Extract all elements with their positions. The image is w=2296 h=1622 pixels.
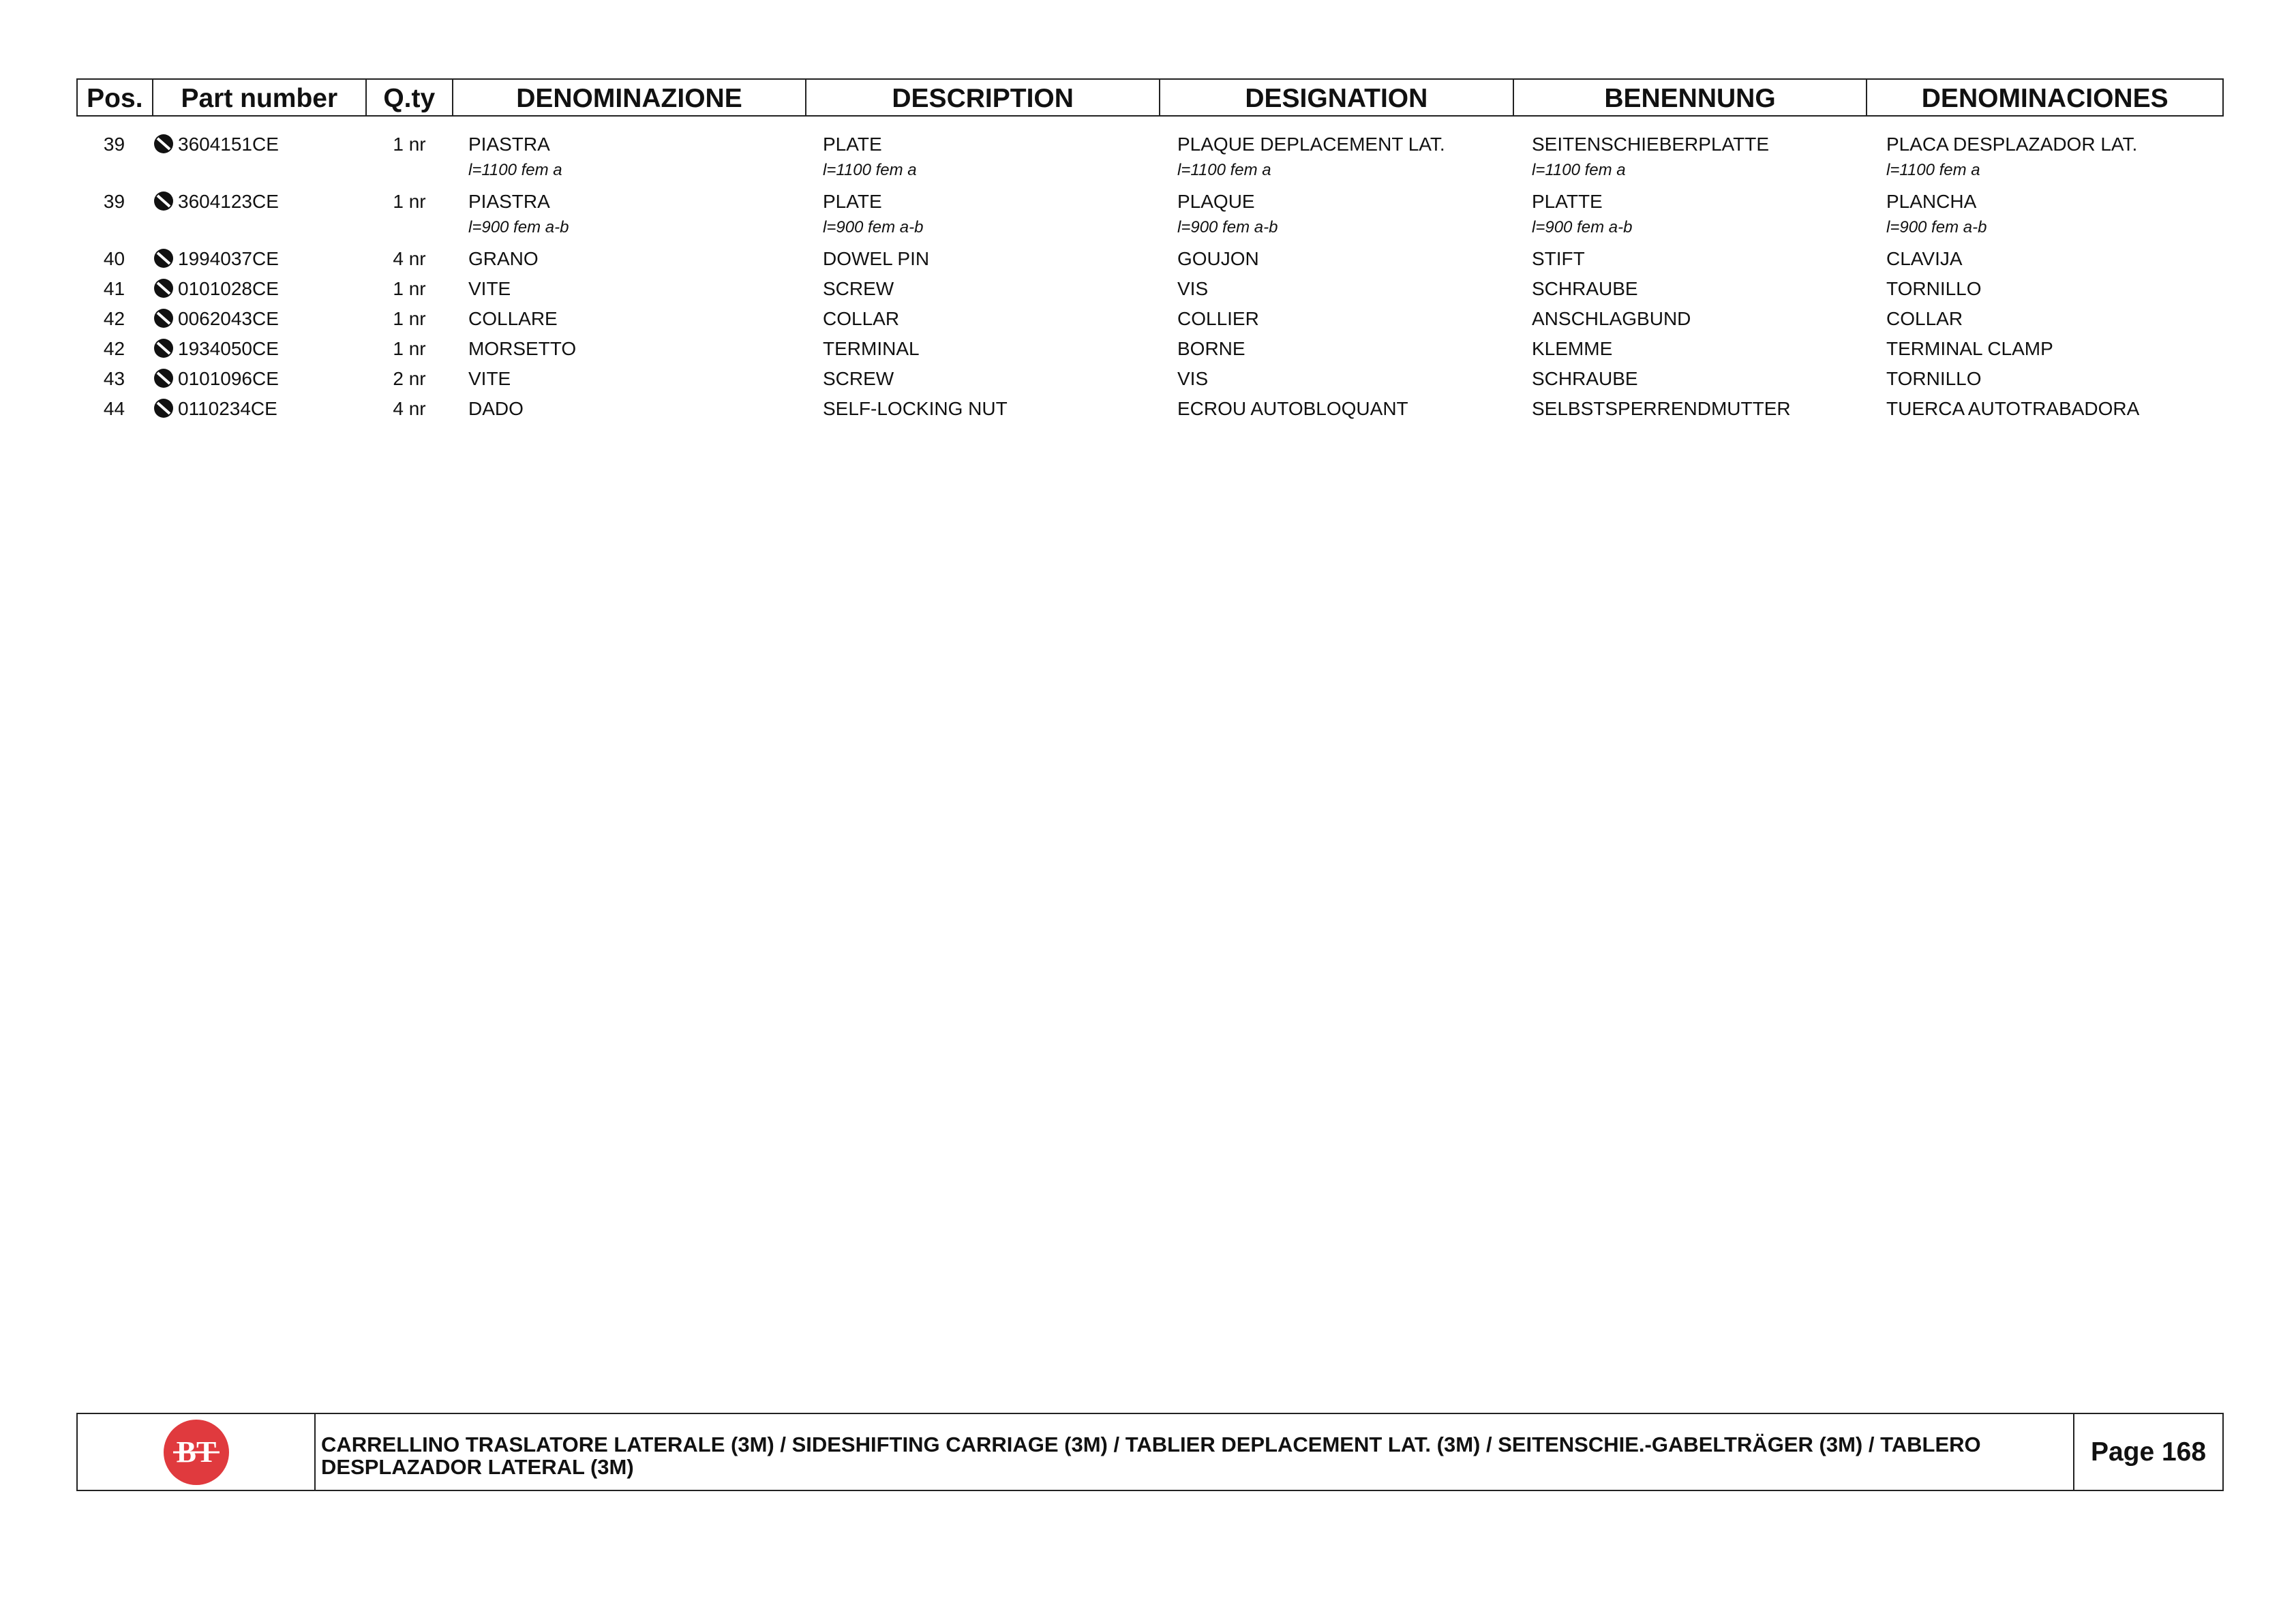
row-designation: PLAQUE DEPLACEMENT LAT.	[1177, 134, 1445, 155]
row-part-number[interactable]: 0110234CE	[178, 398, 277, 419]
row-designation: COLLIER	[1177, 308, 1259, 329]
part-available-icon	[152, 397, 175, 420]
row-pos: 39	[103, 191, 125, 212]
part-available-icon	[152, 277, 175, 300]
row-description: SELF-LOCKING NUT	[823, 398, 1008, 419]
note-denominazione: l=900 fem a-b	[468, 218, 569, 236]
row-designation: VIS	[1177, 278, 1209, 299]
row-qty: 1 nr	[393, 338, 426, 359]
row-denominaciones: TORNILLO	[1886, 278, 1982, 299]
row-qty: 1 nr	[393, 134, 426, 155]
bt-logo-icon	[162, 1418, 230, 1486]
row-part-number[interactable]: 1934050CE	[178, 338, 279, 359]
row-denominaciones: PLACA DESPLAZADOR LAT.	[1886, 134, 2138, 155]
row-qty: 4 nr	[393, 248, 426, 269]
row-qty: 2 nr	[393, 368, 426, 389]
header-denominaciones: DENOMINACIONES	[1921, 84, 2169, 113]
row-pos: 42	[103, 338, 125, 359]
part-available-icon	[152, 132, 175, 155]
note-benennung: l=1100 fem a	[1532, 161, 1626, 179]
table-row[interactable]	[76, 274, 2224, 304]
note-description: l=900 fem a-b	[823, 218, 924, 236]
part-available-icon	[152, 307, 175, 330]
row-pos: 41	[103, 278, 125, 299]
row-denominaciones: TERMINAL CLAMP	[1886, 338, 2053, 359]
note-denominaciones: l=1100 fem a	[1886, 161, 1980, 179]
row-part-number[interactable]: 3604151CE	[178, 134, 279, 155]
row-benennung: SEITENSCHIEBERPLATTE	[1532, 134, 1770, 155]
note-designation: l=1100 fem a	[1177, 161, 1271, 179]
row-description: PLATE	[823, 134, 882, 155]
part-available-icon	[152, 367, 175, 390]
row-description: DOWEL PIN	[823, 248, 930, 269]
row-qty: 1 nr	[393, 191, 426, 212]
row-pos: 40	[103, 248, 125, 269]
row-denominazione: MORSETTO	[468, 338, 577, 359]
table-header	[76, 78, 2224, 117]
row-pos: 39	[103, 134, 125, 155]
row-denominazione: VITE	[468, 368, 511, 389]
row-benennung: STIFT	[1532, 248, 1585, 269]
row-part-number[interactable]: 1994037CE	[178, 248, 279, 269]
row-benennung: SCHRAUBE	[1532, 278, 1638, 299]
part-available-icon	[152, 189, 175, 213]
row-description: SCREW	[823, 278, 894, 299]
header-denominazione: DENOMINAZIONE	[453, 80, 807, 115]
header-description: DESCRIPTION	[806, 80, 1160, 115]
table-row[interactable]	[76, 187, 2224, 217]
row-pos: 44	[103, 398, 125, 419]
table-row[interactable]	[76, 394, 2224, 424]
row-denominazione: DADO	[468, 398, 524, 419]
row-qty: 1 nr	[393, 308, 426, 329]
row-denominazione: GRANO	[468, 248, 539, 269]
row-part-number[interactable]: 0062043CE	[178, 308, 279, 329]
section-title: CARRELLINO TRASLATORE LATERALE (3M) / SIDESHIFTING CARRIAGE (3M) / TABLIER DEPLACEMENT LAT. (3M) / SEITENSCHIE.-GABELTRÄGER (3M) / TABLERO DESPLAZADOR LATERAL (3M)	[316, 1414, 2074, 1490]
row-denominaciones: TUERCA AUTOTRABADORA	[1886, 398, 2140, 419]
table-row[interactable]	[76, 244, 2224, 274]
part-available-icon	[152, 337, 175, 360]
row-denominazione: PIASTRA	[468, 134, 550, 155]
header-part-number: Part number	[153, 80, 367, 115]
row-designation: VIS	[1177, 368, 1209, 389]
row-part-number[interactable]: 0101028CE	[178, 278, 279, 299]
part-available-icon	[152, 247, 175, 270]
row-denominazione: COLLARE	[468, 308, 558, 329]
page-footer	[76, 1413, 2224, 1491]
row-description: TERMINAL	[823, 338, 920, 359]
header-designation: DESIGNATION	[1160, 80, 1514, 115]
row-benennung: ANSCHLAGBUND	[1532, 308, 1691, 329]
row-benennung: PLATTE	[1532, 191, 1603, 212]
row-benennung: SCHRAUBE	[1532, 368, 1638, 389]
row-benennung: SELBSTSPERRENDMUTTER	[1532, 398, 1791, 419]
row-designation: PLAQUE	[1177, 191, 1255, 212]
table-row[interactable]	[76, 304, 2224, 334]
row-denominaciones: COLLAR	[1886, 308, 1963, 329]
row-designation: BORNE	[1177, 338, 1245, 359]
row-benennung: KLEMME	[1532, 338, 1613, 359]
table-row[interactable]	[76, 364, 2224, 394]
table-row[interactable]	[76, 129, 2224, 159]
table-row-note	[76, 217, 2224, 244]
row-qty: 1 nr	[393, 278, 426, 299]
note-description: l=1100 fem a	[823, 161, 917, 179]
row-denominaciones: PLANCHA	[1886, 191, 1977, 212]
row-description: COLLAR	[823, 308, 900, 329]
row-pos: 43	[103, 368, 125, 389]
row-pos: 42	[103, 308, 125, 329]
row-denominaciones: TORNILLO	[1886, 368, 1982, 389]
row-designation: GOUJON	[1177, 248, 1259, 269]
header-pos: Pos.	[78, 80, 153, 115]
row-denominazione: PIASTRA	[468, 191, 550, 212]
note-denominaciones: l=900 fem a-b	[1886, 218, 1987, 236]
row-designation: ECROU AUTOBLOQUANT	[1177, 398, 1408, 419]
table-row[interactable]	[76, 334, 2224, 364]
bt-logo	[78, 1414, 316, 1490]
row-denominazione: VITE	[468, 278, 511, 299]
header-benennung: BENENNUNG	[1514, 80, 1868, 115]
note-benennung: l=900 fem a-b	[1532, 218, 1633, 236]
row-denominaciones: CLAVIJA	[1886, 248, 1963, 269]
row-description: PLATE	[823, 191, 882, 212]
row-description: SCREW	[823, 368, 894, 389]
svg-text:BT: BT	[176, 1435, 216, 1469]
header-qty: Q.ty	[367, 80, 453, 115]
row-qty: 4 nr	[393, 398, 426, 419]
table-row-note	[76, 159, 2224, 187]
note-designation: l=900 fem a-b	[1177, 218, 1278, 236]
page-number: Page 168	[2090, 1437, 2207, 1467]
parts-table	[76, 129, 2224, 424]
note-denominazione: l=1100 fem a	[468, 161, 562, 179]
row-part-number[interactable]: 3604123CE	[178, 191, 279, 212]
row-part-number[interactable]: 0101096CE	[178, 368, 279, 389]
